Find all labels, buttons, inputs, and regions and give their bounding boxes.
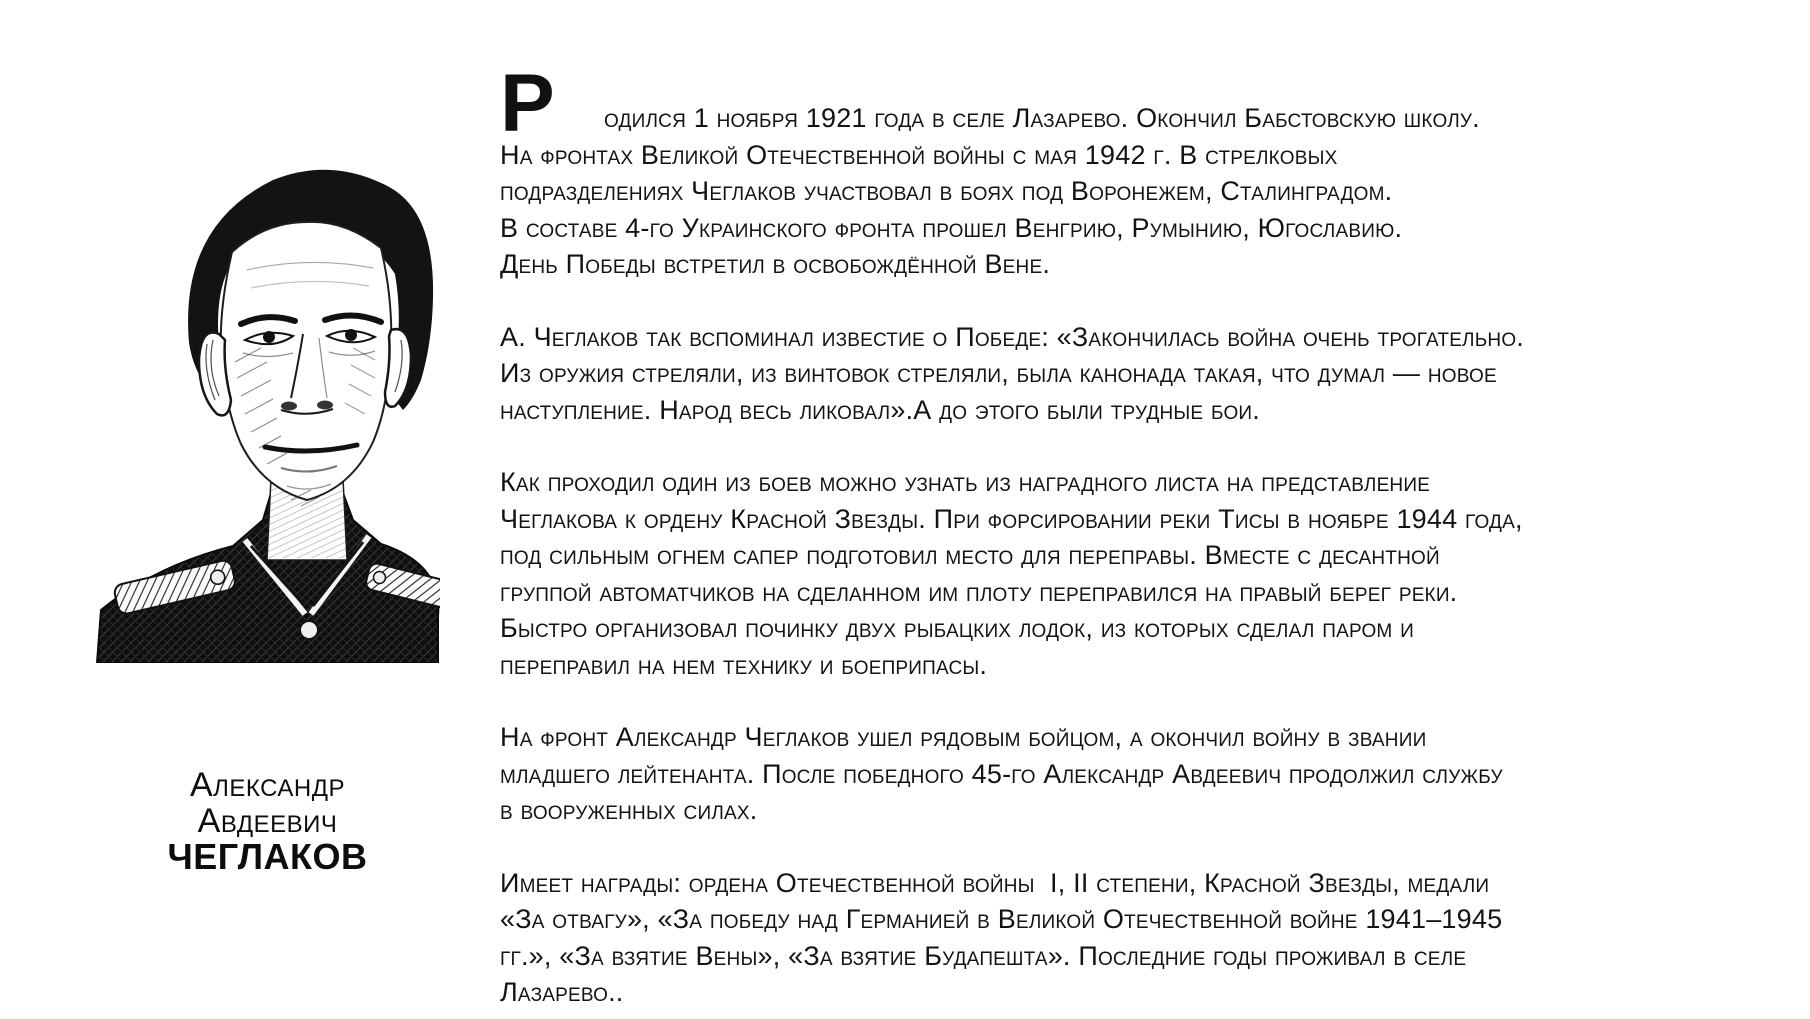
paragraph bbox=[500, 319, 1740, 429]
drop-cap-letter: Р bbox=[500, 58, 555, 149]
text-line: «За отвагу», «За победу над Германией в Великой Отечественной войне 1941–1945 bbox=[500, 904, 1503, 934]
caption-first-name: Александр bbox=[189, 766, 346, 804]
portrait-caption bbox=[95, 767, 440, 875]
text-line: гг.», «За взятие Вены», «За взятие Будапешта». Последние годы проживал в селе bbox=[500, 940, 1467, 971]
paragraph bbox=[500, 865, 1740, 1011]
face bbox=[221, 222, 392, 500]
text-line: Чеглакова к ордену Красной Звезды. При форсировании реки Тисы в ноябре 1944 года, bbox=[500, 503, 1523, 534]
text-line: группой автоматчиков на сделанном им плоту переправился на правый берег реки. bbox=[500, 576, 1458, 607]
text-line: Р одился 1 ноября 1921 года в селе Лазарево. Окончил Бабстовскую школу. bbox=[500, 58, 1480, 149]
text-line: Лазарево.. bbox=[500, 977, 624, 1007]
paragraph bbox=[500, 719, 1740, 829]
text-line: А. Чеглаков так вспоминал известие о Победе: «Закончилась война очень трогательно. bbox=[500, 321, 1524, 352]
text-line: Как проходил один из боев можно узнать из наградного листа на представление bbox=[500, 467, 1431, 497]
veteran-portrait-sketch bbox=[95, 148, 440, 663]
caption-patronymic: Авдеевич bbox=[197, 802, 338, 840]
text-line: День Победы встретил в освобождённой Вене. bbox=[500, 249, 1051, 279]
text-line: Из оружия стреляли, из винтовок стреляли, была канонада такая, что думал — новое bbox=[500, 358, 1497, 388]
text-line: переправил на нем технику и боеприпасы. bbox=[500, 649, 988, 680]
text-line: Быстро организовал починку двух рыбацких лодок, из которых сделал паром и bbox=[500, 613, 1415, 643]
biography-article bbox=[500, 58, 1740, 1011]
paragraph bbox=[500, 464, 1740, 683]
portrait-figure bbox=[95, 148, 440, 875]
caption-surname: ЧЕГЛАКОВ bbox=[167, 836, 368, 877]
text-line: Имеет награды: ордена Отечественной войны I, II степени, Красной Звезды, медали bbox=[500, 867, 1490, 898]
portrait-sketch-svg bbox=[95, 148, 440, 663]
text-line: В составе 4-го Украинского фронта прошел Венгрию, Румынию, Югославию. bbox=[500, 212, 1403, 243]
text-line: наступление. Народ весь ликовал».А до этого были трудные бои. bbox=[500, 394, 1260, 425]
text-line: младшего лейтенанта. После победного 45-го Александр Авдеевич продолжил службу bbox=[500, 758, 1503, 789]
text-line: в вооруженных силах. bbox=[500, 795, 758, 825]
collar-button bbox=[300, 621, 318, 639]
text-line: под сильным огнем сапер подготовил место для переправы. Вместе с десантной bbox=[500, 540, 1440, 570]
text-line: подразделениях Чеглаков участвовал в боях под Воронежем, Сталинградом. bbox=[500, 176, 1393, 206]
text-line: На фронтах Великой Отечественной войны с мая 1942 г. В стрелковых bbox=[500, 139, 1338, 170]
text-line: На фронт Александр Чеглаков ушел рядовым бойцом, а окончил войну в звании bbox=[500, 722, 1427, 752]
paragraph bbox=[500, 58, 1740, 283]
